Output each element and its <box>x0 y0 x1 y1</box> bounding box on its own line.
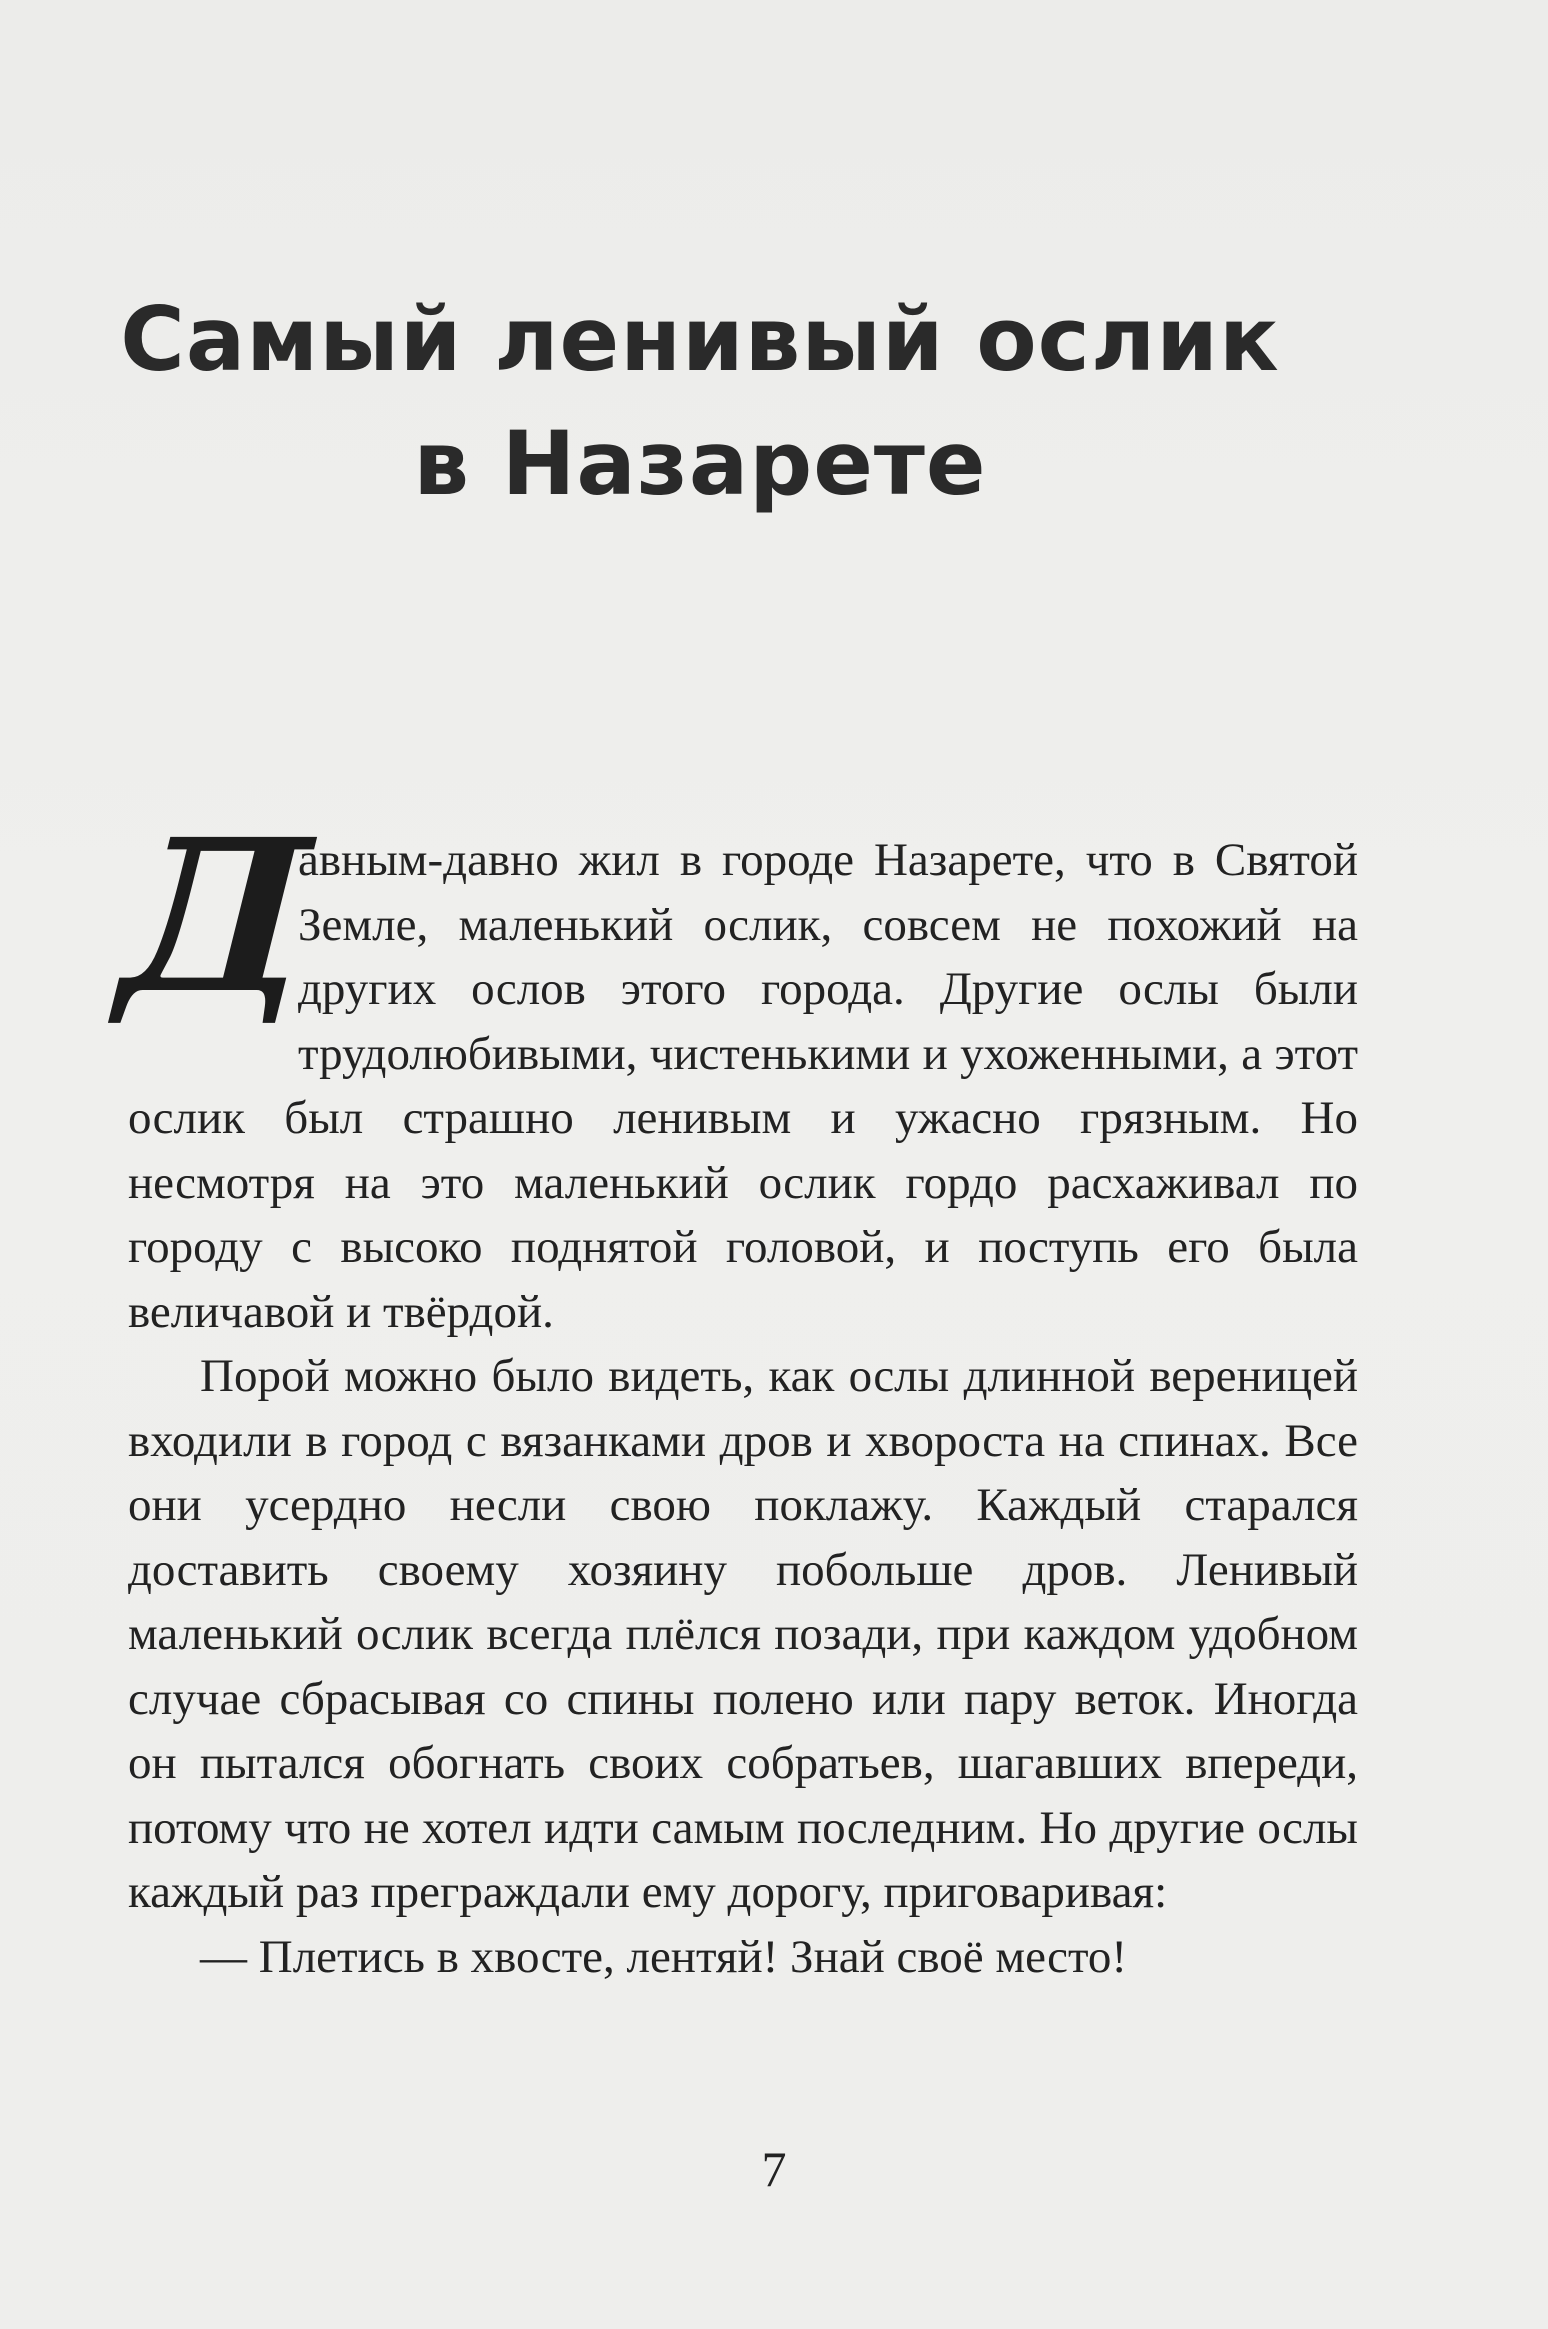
chapter-title-line-1: Самый ленивый ослик <box>120 288 1280 391</box>
paragraph-2: Порой можно было видеть, как ослы длинной вереницей входили в город с вязанками дров и хвороста на спинах. Все они усердно несли свою поклажу. Каждый старался доставить своему хозяину побольше дров. Ленивый маленький ослик всегда плёлся позади, при каждом удобном случае сбрасывая со спины полено или пару веток. Иногда он пытался обогнать своих собратьев, шагавших впереди, потому что не хотел идти самым последним. Но другие ослы каждый раз преграждали ему дорогу, приговаривая: <box>128 1350 1358 1918</box>
drop-cap-letter: Д <box>93 793 343 1040</box>
page-number: 7 <box>761 2141 787 2197</box>
paragraph-1 <box>93 793 1358 1344</box>
chapter-title <box>120 278 1280 526</box>
chapter-title-line-2: в Назарете <box>413 412 987 515</box>
dialogue-line: — Плетись в хвосте, лентяй! Знай своё место! <box>200 1930 1128 1983</box>
chapter-text <box>93 793 1358 1989</box>
paragraph-1-text: авным-давно жил в городе Назарете, что в Святой Земле, маленький ослик, совсем не похожий на других ослов этого города. Другие ослы были трудолюбивыми, чистенькими и ухоженными, а этот ослик был страшно ленивым и ужасно грязным. Но несмотря на это маленький ослик гордо расхаживал по городу с высоко поднятой головой, и поступь его была величавой и твёрдой. <box>128 834 1358 1338</box>
